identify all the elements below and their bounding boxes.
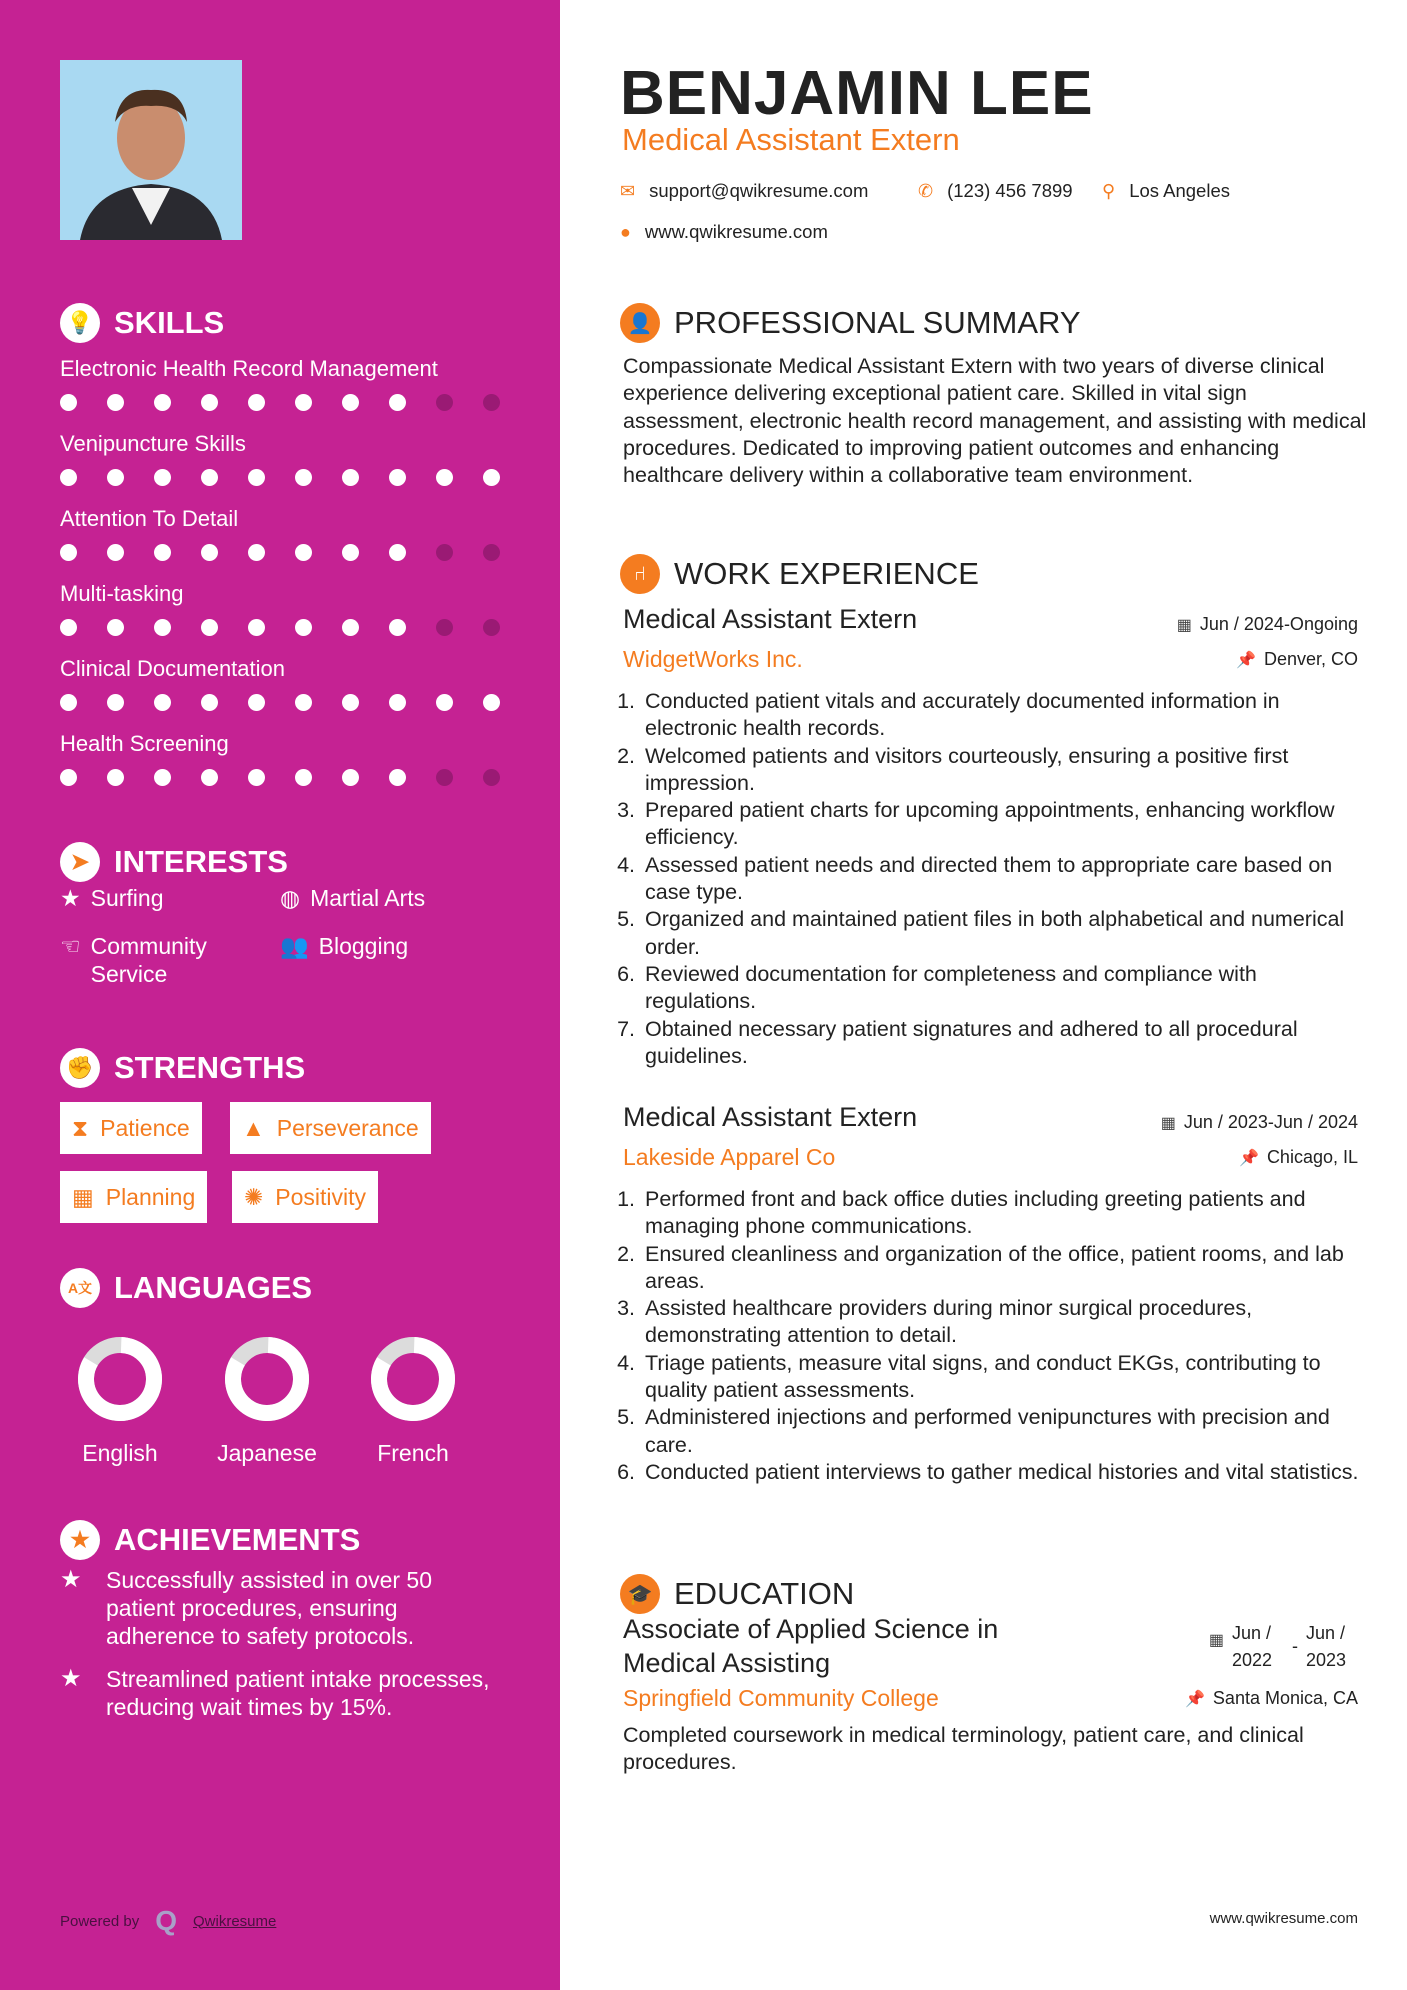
rating-dot xyxy=(107,694,124,711)
road-icon: ▲ xyxy=(242,1114,265,1141)
map-pin-icon: ⚲ xyxy=(1102,180,1116,201)
globe-icon: ◍ xyxy=(280,885,301,911)
rating-dot xyxy=(60,469,77,486)
user-icon: 👤 xyxy=(620,303,660,343)
rating-dot xyxy=(248,694,265,711)
job-2-company: Lakeside Apparel Co xyxy=(623,1144,836,1170)
rating-dot xyxy=(295,769,312,786)
bullet: 3. Prepared patient charts for upcoming appointments, enhancing workflow efficiency. xyxy=(641,797,1363,852)
contact-email: ✉ support@qwikresume.com xyxy=(620,180,869,201)
skill-rating xyxy=(60,469,500,486)
rating-dot xyxy=(295,619,312,636)
lightbulb-icon: 💡 xyxy=(60,303,100,343)
skill-name: Electronic Health Record Management xyxy=(60,356,438,381)
interest-item: ◍ Martial Arts xyxy=(280,885,426,911)
rating-dot xyxy=(483,394,500,411)
contact-phone: ✆ (123) 456 7899 xyxy=(918,180,1073,201)
bullet: 1. Conducted patient vitals and accurately documented information in electronic health records. xyxy=(641,688,1363,743)
bullet: 3. Assisted healthcare providers during minor surgical procedures, demonstrating attention to detail. xyxy=(641,1295,1363,1350)
strength-chip: ⧗ Patience xyxy=(60,1102,202,1154)
envelope-icon: ✉ xyxy=(620,180,636,201)
strength-chip: ▦ Planning xyxy=(60,1171,207,1223)
rating-dot xyxy=(107,469,124,486)
contact-location: ⚲ Los Angeles xyxy=(1102,180,1230,201)
rating-dot xyxy=(154,469,171,486)
phone-icon: ✆ xyxy=(918,180,934,201)
rating-dot xyxy=(154,619,171,636)
bullet: 6. Reviewed documentation for completeness and compliance with regulations. xyxy=(641,961,1363,1016)
language-donut xyxy=(75,1334,165,1424)
rating-dot xyxy=(248,394,265,411)
rating-dot xyxy=(342,394,359,411)
rating-dot xyxy=(201,619,218,636)
fist-icon: ✊ xyxy=(60,1048,100,1088)
rating-dot xyxy=(436,394,453,411)
rating-dot xyxy=(248,469,265,486)
rating-dot xyxy=(154,694,171,711)
rating-dot xyxy=(60,544,77,561)
hourglass-icon: ⧗ xyxy=(72,1114,89,1141)
rating-dot xyxy=(295,544,312,561)
rating-dot xyxy=(436,619,453,636)
achievement-item: ★ Successfully assisted in over 50 patient procedures, ensuring adherence to safety protocols. xyxy=(60,1566,432,1649)
rating-dot xyxy=(295,694,312,711)
rating-dot xyxy=(201,469,218,486)
bullet: 4. Triage patients, measure vital signs, and conduct EKGs, contributing to quality patient assessments. xyxy=(641,1350,1363,1405)
date-separator: - xyxy=(1292,1636,1298,1656)
rating-dot xyxy=(342,694,359,711)
bullet: 7. Obtained necessary patient signatures and adhered to all procedural guidelines. xyxy=(641,1016,1363,1071)
rating-dot xyxy=(154,394,171,411)
rating-dot xyxy=(107,394,124,411)
rating-dot xyxy=(389,619,406,636)
calendar-icon: ▦ xyxy=(1176,616,1192,634)
bullet: 5. Administered injections and performed venipunctures with precision and care. xyxy=(641,1404,1363,1459)
rating-dot xyxy=(60,694,77,711)
rating-dot xyxy=(201,394,218,411)
pushpin-icon: 📌 xyxy=(1185,1690,1205,1708)
sun-icon: ✺ xyxy=(244,1183,264,1210)
language-name: English xyxy=(82,1440,158,1466)
interest-item: ★ Surfing xyxy=(60,885,164,911)
hand-icon: ☜ xyxy=(60,933,81,959)
skill-name: Attention To Detail xyxy=(60,506,239,531)
candidate-name: BENJAMIN LEE xyxy=(620,59,1094,128)
skill-rating xyxy=(60,769,500,786)
rating-dot xyxy=(389,694,406,711)
rating-dot xyxy=(154,769,171,786)
strengths-heading: ✊ STRENGTHS xyxy=(60,1048,305,1088)
bullet: 2. Ensured cleanliness and organization of the office, patient rooms, and lab areas. xyxy=(641,1241,1363,1296)
rating-dot xyxy=(389,469,406,486)
job-title: Medical Assistant Extern xyxy=(622,122,960,157)
graduate-icon: 🎓 xyxy=(620,1574,660,1614)
job-1-dates: ▦ Jun / 2024-Ongoing xyxy=(1176,614,1358,634)
education-description: Completed coursework in medical terminology, patient care, and clinical procedures. xyxy=(623,1723,1304,1775)
job-1-title: Medical Assistant Extern xyxy=(623,604,918,634)
rating-dot xyxy=(107,769,124,786)
bullet: 1. Performed front and back office duties including greeting patients and managing phone communications. xyxy=(641,1186,1363,1241)
rating-dot xyxy=(248,769,265,786)
shooting-star-icon: ★ xyxy=(60,1566,82,1593)
rating-dot xyxy=(483,544,500,561)
job-1-bullets xyxy=(623,688,1363,1070)
job-1-company: WidgetWorks Inc. xyxy=(623,646,803,672)
skill-rating xyxy=(60,544,500,561)
profile-photo xyxy=(60,60,242,240)
rating-dot xyxy=(154,544,171,561)
rating-dot xyxy=(60,619,77,636)
contact-website: ● www.qwikresume.com xyxy=(620,221,828,242)
rating-dot xyxy=(342,769,359,786)
skill-name: Clinical Documentation xyxy=(60,656,285,681)
degree: Associate of Applied Science in Medical Assisting xyxy=(623,1614,999,1678)
rating-dot xyxy=(436,694,453,711)
rating-dot xyxy=(201,544,218,561)
languages-heading: A文 LANGUAGES xyxy=(60,1268,312,1308)
bullet: 6. Conducted patient interviews to gather medical histories and vital statistics. xyxy=(641,1459,1363,1486)
chair-icon: ⑁ xyxy=(620,554,660,594)
rating-dot xyxy=(60,769,77,786)
rating-dot xyxy=(483,769,500,786)
interest-item: 👥 Blogging xyxy=(280,933,409,959)
rating-dot xyxy=(436,769,453,786)
skill-rating xyxy=(60,694,500,711)
language-name: Japanese xyxy=(217,1440,317,1466)
school: Springfield Community College xyxy=(623,1685,939,1711)
experience-heading: ⑁ WORK EXPERIENCE xyxy=(620,554,979,594)
summary-heading: 👤 PROFESSIONAL SUMMARY xyxy=(620,303,1081,343)
language-icon: A文 xyxy=(60,1268,100,1308)
rating-dot xyxy=(60,394,77,411)
rating-dot xyxy=(107,619,124,636)
education-location: 📌 Santa Monica, CA xyxy=(1185,1688,1358,1708)
pushpin-icon: 📌 xyxy=(1236,651,1256,669)
star-award-icon: ★ xyxy=(60,1520,100,1560)
skill-name: Venipuncture Skills xyxy=(60,431,246,456)
rating-dot xyxy=(107,544,124,561)
qwikresume-logo-icon: Q xyxy=(155,1905,177,1936)
summary-text: Compassionate Medical Assistant Extern with two years of diverse clinical experience delivering exceptional patient care. Skilled in vital sign assessment, electronic health record management, and assisting with medical procedures. Dedicated to improving patient outcomes and enhancing healthcare delivery within a collaborative team environment. xyxy=(623,354,1367,488)
achievement-item: ★ Streamlined patient intake processes, reducing wait times by 15%. xyxy=(60,1665,490,1720)
qwikresume-link[interactable]: Qwikresume xyxy=(193,1912,277,1930)
job-1-location: 📌 Denver, CO xyxy=(1236,649,1358,669)
footer-website[interactable]: www.qwikresume.com xyxy=(1209,1910,1358,1927)
calendar-icon: ▦ xyxy=(1160,1114,1176,1132)
calendar-icon: ▦ xyxy=(72,1183,94,1210)
bullet: 4. Assessed patient needs and directed them to appropriate care based on case type. xyxy=(641,852,1363,907)
rating-dot xyxy=(201,769,218,786)
shooting-star-icon: ★ xyxy=(60,1665,82,1692)
interest-item: ☜ Community Service xyxy=(60,933,207,987)
job-2-dates: ▦ Jun / 2023-Jun / 2024 xyxy=(1160,1112,1358,1132)
achievements-heading: ★ ACHIEVEMENTS xyxy=(60,1520,360,1560)
sidebar xyxy=(0,0,560,1990)
skill-name: Health Screening xyxy=(60,731,229,756)
rating-dot xyxy=(436,469,453,486)
rating-dot xyxy=(436,544,453,561)
globe-icon: ● xyxy=(620,221,631,242)
job-2-bullets xyxy=(623,1186,1363,1486)
rating-dot xyxy=(342,544,359,561)
star-icon: ★ xyxy=(60,885,81,911)
skill-rating xyxy=(60,619,500,636)
skill-rating xyxy=(60,394,500,411)
rating-dot xyxy=(295,394,312,411)
rating-dot xyxy=(389,394,406,411)
language-name: French xyxy=(377,1440,449,1466)
rating-dot xyxy=(483,694,500,711)
language-donut xyxy=(368,1334,458,1424)
pushpin-icon: 📌 xyxy=(1239,1149,1259,1167)
rating-dot xyxy=(389,544,406,561)
rating-dot xyxy=(201,694,218,711)
job-2-location: 📌 Chicago, IL xyxy=(1239,1147,1358,1167)
strength-chip: ✺ Positivity xyxy=(232,1171,378,1223)
paper-plane-icon: ➤ xyxy=(60,842,100,882)
skill-name: Multi-tasking xyxy=(60,581,184,606)
calendar-icon: ▦ xyxy=(1208,1632,1224,1649)
education-dates: ▦ Jun / 2022 - Jun / 2023 xyxy=(1208,1623,1347,1670)
education-heading: 🎓 EDUCATION xyxy=(620,1574,854,1614)
strength-chip: ▲ Perseverance xyxy=(230,1102,431,1154)
skills-heading: 💡 SKILLS xyxy=(60,303,224,343)
rating-dot xyxy=(342,619,359,636)
users-icon: 👥 xyxy=(280,933,309,959)
interests-heading: ➤ INTERESTS xyxy=(60,842,288,882)
rating-dot xyxy=(483,619,500,636)
job-2-title: Medical Assistant Extern xyxy=(623,1102,918,1132)
rating-dot xyxy=(342,469,359,486)
rating-dot xyxy=(389,769,406,786)
bullet: 5. Organized and maintained patient files in both alphabetical and numerical order. xyxy=(641,906,1363,961)
rating-dot xyxy=(295,469,312,486)
rating-dot xyxy=(248,544,265,561)
bullet: 2. Welcomed patients and visitors courteously, ensuring a positive first impression. xyxy=(641,743,1363,798)
rating-dot xyxy=(248,619,265,636)
language-donut xyxy=(222,1334,312,1424)
rating-dot xyxy=(483,469,500,486)
powered-by: Powered by Q Qwikresume xyxy=(60,1905,277,1936)
